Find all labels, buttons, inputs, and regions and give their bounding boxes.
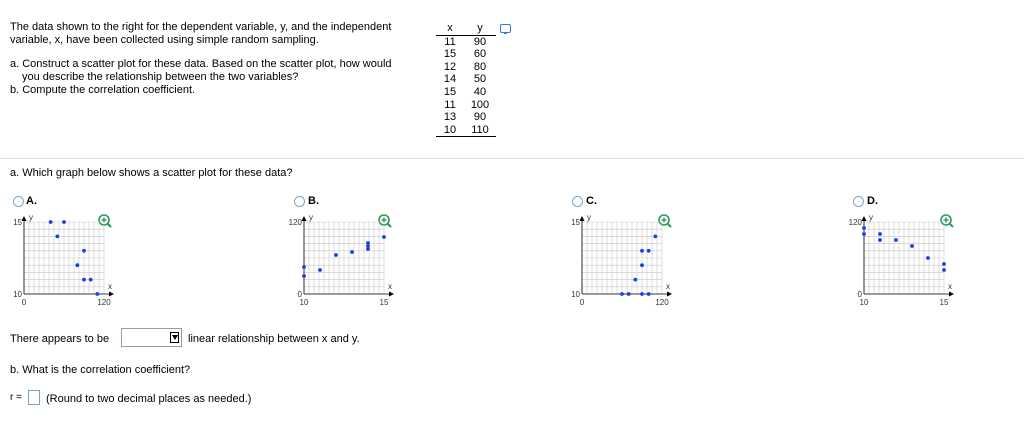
data-point [647, 249, 651, 253]
data-point [640, 249, 644, 253]
y-axis-arrow [22, 216, 27, 221]
y-tick-high: 15 [571, 218, 580, 227]
data-point [878, 232, 882, 236]
y-tick-low: 0 [297, 290, 302, 299]
y-axis-arrow [580, 216, 585, 221]
problem-statement [10, 21, 430, 97]
x-tick-first: 10 [859, 298, 869, 307]
x-axis-arrow [949, 292, 954, 297]
table-row [436, 48, 496, 61]
option-a-radio[interactable] [13, 196, 24, 207]
data-point [926, 256, 930, 260]
data-point [302, 274, 306, 278]
cell-x: 14 [443, 73, 457, 86]
y-axis-label: y [309, 213, 313, 222]
option-d-radio[interactable] [853, 196, 864, 207]
data-point [350, 250, 354, 254]
scatter-plot-b[interactable] [288, 213, 394, 314]
x-tick-last: 15 [939, 298, 949, 307]
data-point [910, 244, 914, 248]
y-tick-low: 0 [857, 290, 862, 299]
option-b-radio[interactable] [294, 196, 305, 207]
data-point [942, 268, 946, 272]
table-row [436, 124, 496, 137]
header-x: x [436, 22, 464, 35]
scatter-plot-a[interactable] [10, 213, 114, 314]
table-row [436, 35, 496, 48]
data-point [862, 232, 866, 236]
data-point [49, 220, 53, 224]
option-b-label[interactable]: B. [308, 195, 319, 207]
x-axis-arrow [667, 292, 672, 297]
data-point [862, 226, 866, 230]
x-tick-first: 0 [21, 298, 27, 307]
data-point [894, 238, 898, 242]
copy-data-icon[interactable] [500, 24, 511, 33]
option-d-label[interactable]: D. [867, 195, 878, 207]
cell-x: 13 [443, 111, 457, 124]
data-table [436, 22, 496, 137]
cell-y: 100 [470, 98, 490, 111]
table-header [436, 22, 496, 35]
cell-y: 110 [464, 124, 496, 137]
data-point [95, 292, 99, 296]
y-axis-label: y [869, 213, 873, 222]
part-b: b. Compute the correlation coefficient. [10, 84, 196, 96]
cell-y: 80 [473, 60, 487, 73]
cell-y: 50 [473, 73, 487, 86]
cell-x: 15 [443, 48, 457, 61]
cell-x: 11 [444, 35, 456, 48]
y-tick-high: 120 [288, 218, 302, 227]
relationship-prefix: There appears to be [10, 333, 110, 345]
relationship-suffix: linear relationship between x and y. [188, 333, 360, 345]
y-axis-label: y [587, 213, 591, 222]
question-a: a. Which graph below shows a scatter plot for these data? [10, 167, 293, 179]
cell-x: 15 [443, 85, 457, 98]
data-point [640, 292, 644, 296]
rounding-hint: (Round to two decimal places as needed.) [46, 393, 252, 405]
y-tick-high: 15 [13, 218, 22, 227]
relationship-dropdown[interactable] [121, 328, 182, 347]
x-axis-arrow [389, 292, 394, 297]
x-tick-last: 15 [379, 298, 389, 307]
data-point [627, 292, 631, 296]
cell-x: 11 [444, 98, 456, 111]
y-axis-label: y [29, 213, 33, 222]
data-point [82, 278, 86, 282]
scatter-plot-d[interactable] [848, 213, 954, 314]
x-axis-label: x [108, 282, 112, 291]
option-a-label[interactable]: A. [26, 195, 37, 207]
y-tick-low: 10 [571, 290, 580, 299]
divider [0, 158, 1024, 159]
x-axis-label: x [666, 282, 670, 291]
data-point [366, 241, 370, 245]
cell-y: 90 [473, 111, 487, 124]
data-point [942, 262, 946, 266]
table-row [436, 73, 496, 86]
data-point [318, 268, 322, 272]
data-point [633, 278, 637, 282]
cell-y: 90 [473, 35, 487, 48]
table-row [436, 61, 496, 74]
cell-x: 10 [436, 124, 464, 137]
y-tick-high: 120 [848, 218, 862, 227]
data-point [302, 265, 306, 269]
y-tick-low: 10 [13, 290, 22, 299]
x-axis-label: x [948, 282, 952, 291]
data-point [640, 263, 644, 267]
data-point [878, 238, 882, 242]
data-point [382, 235, 386, 239]
table-row [436, 86, 496, 99]
x-tick-last: 120 [97, 298, 111, 307]
data-point [653, 235, 657, 239]
data-point [82, 249, 86, 253]
data-point [647, 292, 651, 296]
r-label: r = [10, 392, 22, 403]
cell-y: 40 [473, 85, 487, 98]
x-tick-last: 120 [655, 298, 669, 307]
correlation-input[interactable] [28, 390, 40, 405]
y-axis-arrow [862, 216, 867, 221]
header-y: y [464, 22, 496, 35]
part-a-line-2: you describe the relationship between the two variables? [22, 71, 299, 83]
data-point [55, 235, 59, 239]
data-point [75, 263, 79, 267]
intro-line-1: The data shown to the right for the dependent variable, y, and the independent [10, 21, 392, 33]
data-point [62, 220, 66, 224]
question-b: b. What is the correlation coefficient? [10, 364, 191, 376]
data-point [620, 292, 624, 296]
y-axis-arrow [302, 216, 307, 221]
cell-x: 12 [443, 60, 457, 73]
option-c-label[interactable]: C. [586, 195, 597, 207]
part-a-line-1: a. Construct a scatter plot for these data. Based on the scatter plot, how would [10, 58, 392, 70]
chevron-down-icon[interactable] [170, 332, 179, 343]
x-axis-label: x [388, 282, 392, 291]
table-row [436, 99, 496, 112]
data-point [334, 253, 338, 257]
scatter-plot-c[interactable] [568, 213, 672, 314]
cell-y: 60 [473, 48, 487, 61]
table-row [436, 111, 496, 124]
x-axis-arrow [109, 292, 114, 297]
x-tick-first: 0 [579, 298, 585, 307]
option-c-radio[interactable] [572, 196, 583, 207]
data-point [89, 278, 93, 282]
intro-line-2: variable, x, have been collected using simple random sampling. [10, 34, 319, 46]
x-tick-first: 10 [299, 298, 309, 307]
